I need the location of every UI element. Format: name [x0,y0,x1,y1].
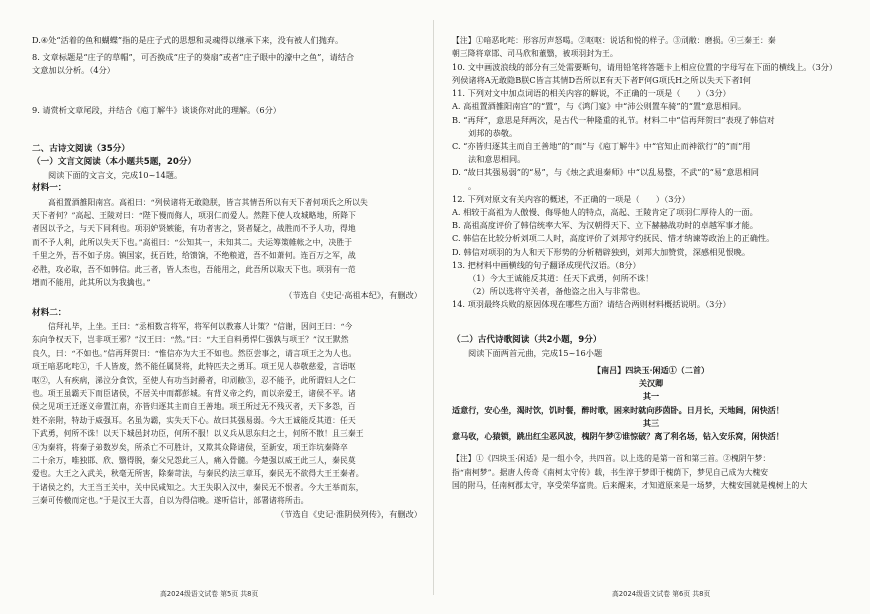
material-1-line: 千里之外，吾不如子房。镇国家，抚百姓，给馈饷，不绝粮道，吾不如萧何。连百万之军，战 [32,251,356,261]
material-2-line: 信拜礼毕，上坐。王曰：“丞相数言将军，将军何以教寡人计策？”信谢，因问王曰：“今 [48,321,353,331]
question-12: 12. 下列对原文有关内容的概述，不正确的一项是（ ）（3分） [452,193,690,204]
poem-note-line-3: 国的附马，任南柯郡太守，享受荣华富贵。后来醒来，才知道原来是一场梦，大槐安国就是槐树上的大 [452,481,808,491]
material-1-line: 高祖置酒雒阳南宫。高祖曰：“列侯诸将无敢隐朕，皆言其情吾所以有天下者何项氏之所以失 [48,197,368,207]
material-1-title: 材料一： [32,183,67,194]
material-2-line: 东向争权天下，岂非项王邪？”汉王曰：“然。”曰：“大王自料勇悍仁强孰与项王？”汉王默然 [32,335,349,345]
poem-3-text: 意马收，心猿锁，跳出红尘恶风波，槐阴午梦②谁惊破？离了利名场，钻入安乐窝，闲快活！ [452,431,784,442]
poem-3-heading: 其三 [642,417,660,428]
material-1-line: 者因以予之，与天下同利也。项羽妒贤嫉能，有功者害之，贤者疑之，战胜而不予人功，得地 [32,224,356,234]
question-8-line-2: 文意加以分析。（4分） [32,65,115,76]
question-13: 13. 把材料中画横线的句子翻译成现代汉语。（8分） [452,259,641,270]
question-9: 9. 请赏析文章尾段，并结合《庖丁解牛》谈谈你对此的理解。（6分） [32,104,281,115]
material-2-line: 三秦可传檄而定也。”于是汉王大喜，自以为得信晚。遂听信计，部署诸将所击。 [32,496,309,506]
material-2-line: 也。项王虽霸天下而臣诸侯，不居关中而都彭城。有背义帝之约，而以亲爱王，诸侯不平。诸 [32,388,356,398]
annotation-line-1: 【注】①喑恶叱咤：形容厉声怒喝。②呕呕：说话和悦的样子。③刓敝：磨损。④三秦王：秦 [452,36,776,45]
poem-note-line-1: 【注】①《四块玉·闲适》是一组小令，共四首。以上选的是第一首和第三首。②槐阴午梦： [452,454,771,464]
question-11: 11. 下列对文中加点词语的相关内容的解说，不正确的一项是（ ）（3分） [452,88,731,99]
material-2-line: 二十余万，唯独邯、欣、翳得脱，秦父兄怨此三人，痛入骨髓。今楚强以威王此三人，秦民莫 [32,455,356,465]
left-page [32,34,432,521]
question-12-option-a: A. 相较于高祖为人傲慢、侮辱他人的特点，高起、王陵肯定了项羽仁厚待人的一面。 [452,207,758,218]
material-2-line: 姓不亲附，特劫于威强耳。名虽为霸，实失天下心。故曰其强易弱。今大王诚能反其道：任天 [32,415,356,425]
material-1-line: 必胜，攻必取，吾不如韩信。此三者，皆人杰也，吾能用之，此吾所以取天下也。项羽有一范 [32,264,356,274]
question-12-option-d: D. 韩信对项羽的为人和天下形势的分析精辟独到，刘邦大加赞赏，深感相见恨晚。 [452,246,751,257]
material-1-line: 天下者何？”高起、王陵对曰：“陛下慢而侮人，项羽仁而爱人。然陛下使人攻城略地，所降下 [32,211,357,221]
poem-instruction: 阅读下面两首元曲，完成15~16小题 [468,347,603,358]
material-2-title: 材料二： [32,307,67,318]
material-2-source: （节选自《史记·淮阴侯列传》，有删改） [276,508,422,519]
material-2-line: 于诸侯之约，大王当王关中，关中民咸知之。大王失职入汉中，秦民无不恨者。今大王举而东， [32,482,364,492]
reading-instruction: 阅读下面的文言文，完成10~14题。 [48,170,183,181]
question-11-option-c: C. “亦皆归逐其主而自王善地”的“而”与《庖丁解牛》中“官知止而神欲行”的“而”用 [452,141,751,152]
question-11-option-b: B. “再拜”，意思是拜两次，是古代一种隆重的礼节。材料二中“信再拜贺曰”表现了韩信对 [452,114,775,125]
material-2-line: 侯之见项王迁逐义帝置江南，亦皆归逐其主而自王善地。项王所过无不残灭者，天下多怨，百 [32,402,356,412]
section-2-2-heading: （二）古代诗歌阅读（共2小题，9分） [452,334,602,345]
material-2-line: 项王喑恶叱咤①，千人皆废，然不能任属贤将，此特匹夫之勇耳。项王见人恭敬慈爱，言语呕 [32,362,356,372]
question-12-option-b: B. 高祖高度评价了韩信统率大军、为汉朝得天下、立下赫赫战功时的卓越军事才能。 [452,220,758,231]
question-12-option-c: C. 韩信在比较分析刘项二人时，高度评价了刘邦守约抚民、惜才纳谏等政治上的正确性。 [452,233,775,244]
page-divider [433,20,434,595]
annotation-line-2: 朝三降将章邯、司马欣和董翳，被项羽封为王。 [452,49,618,59]
question-13-part-1: （1）今大王诚能反其道：任天下武勇，何所不诛！ [468,273,654,284]
poem-note-line-2: 指“南柯梦”。据唐人传奇《南柯太守传》载，书生淳于梦即于槐荫下，梦见自己成为大槐安 [452,467,769,477]
question-11-option-d-cont: 。 [468,180,477,191]
material-1-source: （节选自《史记·高祖本纪》，有删改） [284,290,422,301]
section-2-heading: 二、古诗文阅读（35分） [32,143,130,154]
material-2-line: 下武勇，何所不诛！以天下城邑封功臣，何所不服！以义兵从思东归之士，何所不散！且三秦王 [32,429,364,439]
question-10-line-1: 10. 文中画波浪线的部分有三处需要断句，请用铅笔将答题卡上相应位置的字母写在下面的横线上。（3分） [452,61,838,72]
question-14: 14. 项羽最终兵败的原因体现在哪些方面？请结合两则材料概括说明。（3分） [452,299,731,310]
question-13-part-2: （2）所以选将守关者，备他盗之出入与非常也。 [468,286,646,297]
question-7-option-d: D.④处“活着的鱼和蝴蝶”指的是庄子式的思想和灵魂得以继承下来，没有被人们抛弃。 [32,35,344,45]
right-page [452,34,850,493]
question-10-line-2: 列侯诸将A无敢隐B朕C皆言其情D吾所以E有天下者F何G项氏H之所以失天下者I何 [452,75,751,86]
question-11-option-d: D. “故曰其强易弱”的“易”，与《烛之武退秦师》中“以乱易整，不武”的“易”意思相同 [452,167,759,178]
left-page-footer: 高2024级语文试卷 第5页 共8页 [160,590,259,598]
poem-author: 关汉卿 [638,378,664,389]
question-8-line-1: 8. 文章标题是“庄子的草帽”，可否换成“庄子的葵扇”或者“庄子眼中的濠中之鱼”，请结合 [32,52,355,63]
material-1-line: 而不予人利，此所以失天下也。”高祖曰：“公知其一，未知其二。夫运筹策帷帐之中，决胜于 [32,237,353,247]
material-2-line: 呕②，人有疾病，涕泣分食饮，至使人有功当封爵者，印刓敝③，忍不能予，此所谓妇人之仁 [32,375,356,385]
material-2-line: 良久，曰：“不如也。”信再拜贺曰：“惟信亦为大王不如也。然臣尝事之，请言项王之为人也。 [32,348,357,358]
right-page-footer: 高2024级语文试卷 第6页 共8页 [612,590,711,598]
material-2-line: 爱也。大王之入武关，秋毫无所害，除秦苛法，与秦民约法三章耳，秦民无不欲得大王王秦者。 [32,469,364,479]
material-2-text [32,320,432,508]
material-1-text [32,196,432,290]
question-11-option-a: A. 高祖置酒雒阳南宫”的“置”，与《鸿门宴》中“沛公则置车骑”的“置”意思相同。 [452,101,747,112]
question-11-option-c-cont: 法和意思相同。 [468,154,526,165]
material-2-line: ④为秦将，将秦子弟数岁矣，所杀亡不可胜计，又欺其众降诸侯，至新安，项王诈坑秦降卒 [32,442,348,452]
material-1-line: 增而不能用，此其所以为我擒也。” [32,278,151,288]
poem-1-text: 适意行，安心坐，渴时饮，饥时餐，醉时歌，困来时就向莎茵卧。日月长，天地阔，闲快活！ [452,404,784,415]
section-2-1-heading: （一）文言文阅读（本小题共5题，20分） [32,157,197,168]
poem-1-heading: 其一 [642,391,660,402]
question-11-option-b-cont: 刘邦的恭敬。 [468,127,518,138]
poem-title: 【南吕】四块玉·闲适①（二首） [592,365,710,376]
